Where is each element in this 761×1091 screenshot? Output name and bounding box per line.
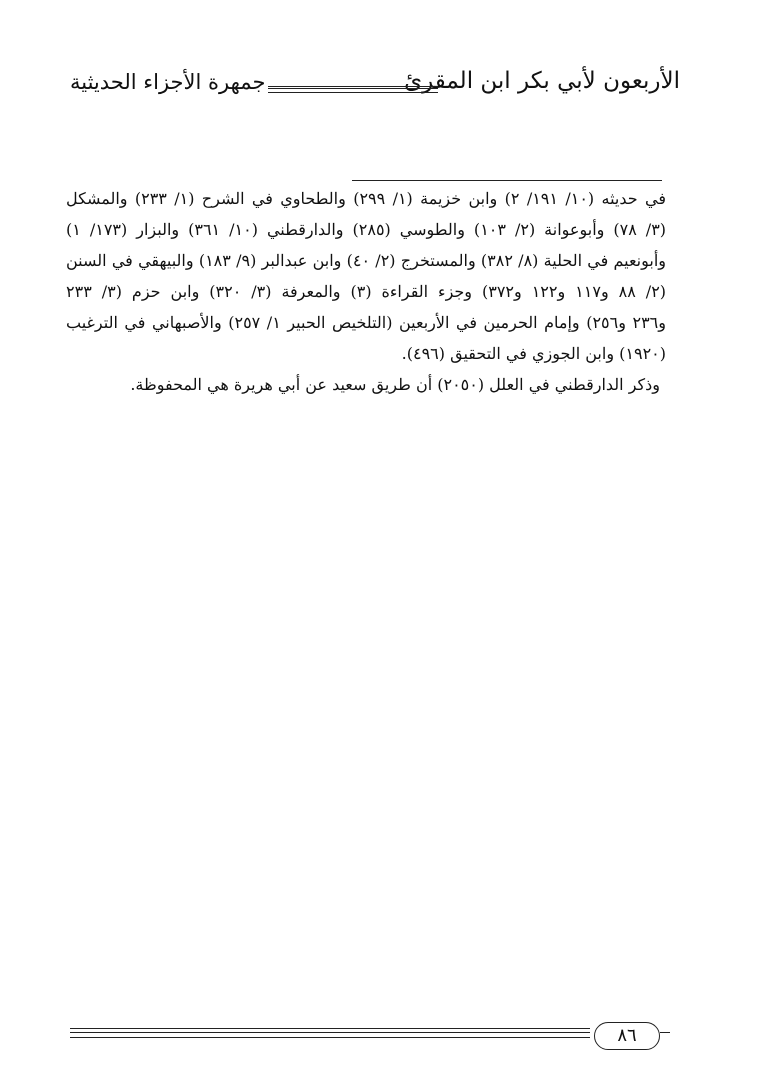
footnote-line: و٢٣٦ و٢٥٦) وإمام الحرمين في الأربعين (التلخيص الحبير ١/ ٢٥٧) والأصبهاني في الترغيب <box>66 313 666 332</box>
footer-rule-tail <box>660 1032 670 1033</box>
footnote-line: (٢/ ٨٨ و١١٧ و١٢٢ و٣٧٢) وجزء القراءة (٣) والمعرفة (٣/ ٣٢٠) وابن حزم (٣/ ٢٣٣ <box>66 282 667 301</box>
page-number: ٨٦ <box>594 1022 660 1050</box>
footnote-line: (١٩٢٠) وابن الجوزي في التحقيق (٤٩٦). <box>401 344 666 363</box>
book-title: الأربعون لأبي بكر ابن المقرئ <box>404 68 680 94</box>
footer-rule <box>70 1037 590 1038</box>
series-title: جمهرة الأجزاء الحديثية <box>70 70 266 94</box>
page-header <box>70 62 680 102</box>
footnote-line: في حديثه (١٠/ ١٩١/ ٢) وابن خزيمة (١/ ٢٩٩) والطحاوي في الشرح (١/ ٢٣٣) والمشكل <box>66 189 666 208</box>
footer-rule <box>70 1032 590 1033</box>
footnote-note: وذكر الدارقطني في العلل (٢٠٥٠) أن طريق سعيد عن أبي هريرة هي المحفوظة. <box>130 375 660 394</box>
footnote-line: وأبونعيم في الحلية (٨/ ٣٨٢) والمستخرج (٢/ ٤٠) وابن عبدالبر (٩/ ١٨٣) والبيهقي في السنن <box>66 251 667 270</box>
page-footer <box>70 1020 670 1060</box>
footnote-line: (٣/ ٧٨) وأبوعوانة (٢/ ١٠٣) والطوسي (٢٨٥) والدارقطني (١٠/ ٣٦١) والبزار (١٧٣/ ١) <box>66 220 667 239</box>
header-divider <box>268 86 438 93</box>
footer-rule <box>70 1028 590 1029</box>
footnote-separator <box>352 180 662 181</box>
footnotes-block <box>66 183 666 400</box>
